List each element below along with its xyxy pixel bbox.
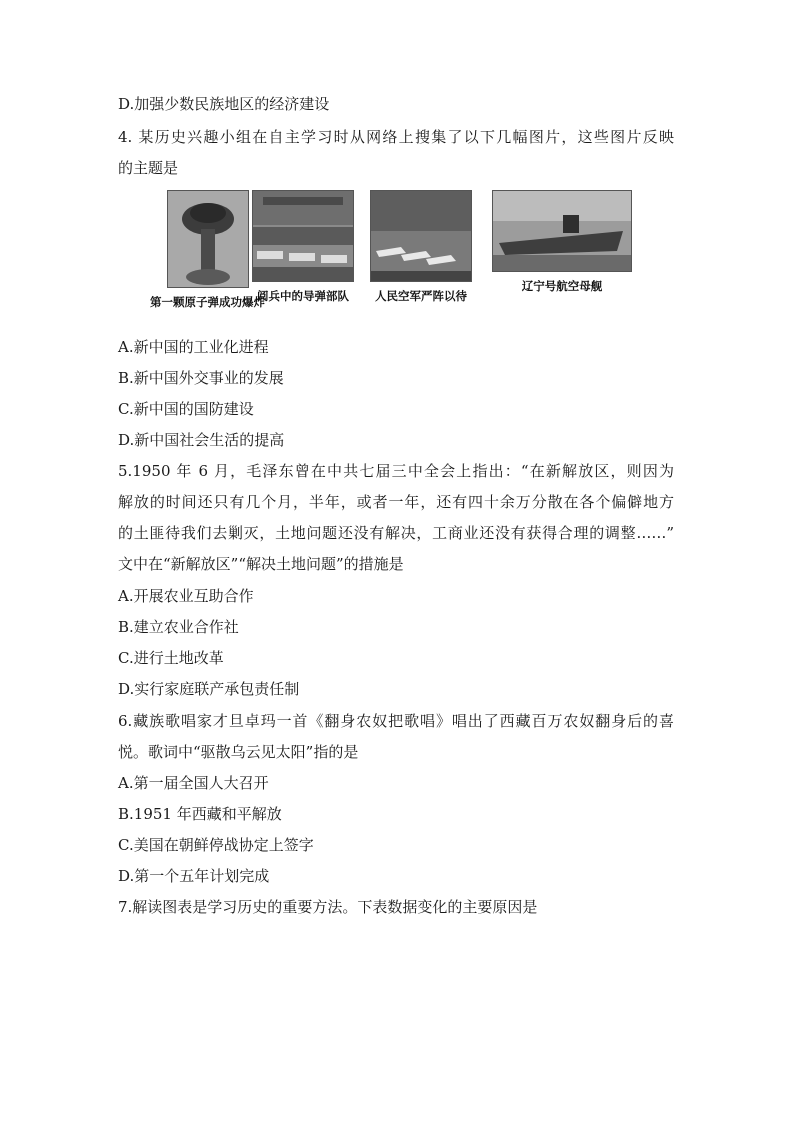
question-5-option-d: D.实行家庭联产承包责任制 <box>118 680 300 698</box>
line-d-economy: D.加强少数民族地区的经济建设 <box>118 95 330 113</box>
photo-caption-air-force: 人民空军严阵以待 <box>375 289 467 303</box>
question-4-stem-line2: 的主题是 <box>118 159 179 177</box>
question-5-stem-line4: 文中在“新解放区”“解决土地问题”的措施是 <box>118 555 404 573</box>
question-6-option-a: A.第一届全国人大召开 <box>118 774 269 792</box>
photo-caption-atomic-bomb: 第一颗原子弹成功爆炸 <box>150 295 265 309</box>
question-6-option-d: D.第一个五年计划完成 <box>118 867 270 885</box>
photo-missile-parade <box>252 190 354 304</box>
question-7-stem: 7.解读图表是学习历史的重要方法。下表数据变化的主要原因是 <box>118 898 538 916</box>
missile-parade-image <box>253 191 353 281</box>
photo-caption-aircraft-carrier: 辽宁号航空母舰 <box>521 279 603 293</box>
question-6-stem-line1: 6.藏族歌唱家才旦卓玛一首《翻身农奴把歌唱》唱出了西藏百万农奴翻身后的喜 <box>118 712 674 730</box>
air-force-image <box>371 191 471 281</box>
photo-atomic-bomb <box>150 190 265 310</box>
question-5-option-a: A.开展农业互助合作 <box>118 587 254 605</box>
photo-air-force <box>370 190 472 304</box>
question-6-option-c: C.美国在朝鲜停战协定上签字 <box>118 836 314 854</box>
aircraft-carrier-image <box>493 191 631 271</box>
question-5-stem-line3: 的土匪待我们去剿灭，土地问题还没有解决，工商业还没有获得合理的调整……” <box>118 524 674 542</box>
question-4-option-a: A.新中国的工业化进程 <box>118 338 269 356</box>
question-5-option-b: B.建立农业合作社 <box>118 618 239 636</box>
question-6-stem-line2: 悦。歌词中“驱散乌云见太阳”指的是 <box>118 743 359 761</box>
question-6-option-b: B.1951 年西藏和平解放 <box>118 805 282 823</box>
mushroom-cloud-image <box>168 191 248 287</box>
question-4-option-b: B.新中国外交事业的发展 <box>118 369 284 387</box>
question-4-option-c: C.新中国的国防建设 <box>118 400 254 418</box>
photo-strip <box>140 190 648 320</box>
question-4-option-d: D.新中国社会生活的提高 <box>118 431 285 449</box>
question-4-stem-line1: 4. 某历史兴趣小组在自主学习时从网络上搜集了以下几幅图片，这些图片反映 <box>118 128 674 146</box>
question-5-option-c: C.进行土地改革 <box>118 649 224 667</box>
question-5-stem-line2: 解放的时间还只有几个月，半年，或者一年，还有四十余万分散在各个偏僻地方 <box>118 493 674 511</box>
question-5-stem-line1: 5.1950 年 6 月，毛泽东曾在中共七届三中全会上指出：“在新解放区，则因为 <box>118 462 674 480</box>
photo-aircraft-carrier <box>492 190 632 294</box>
photo-caption-missile-parade: 阅兵中的导弹部队 <box>257 289 349 303</box>
